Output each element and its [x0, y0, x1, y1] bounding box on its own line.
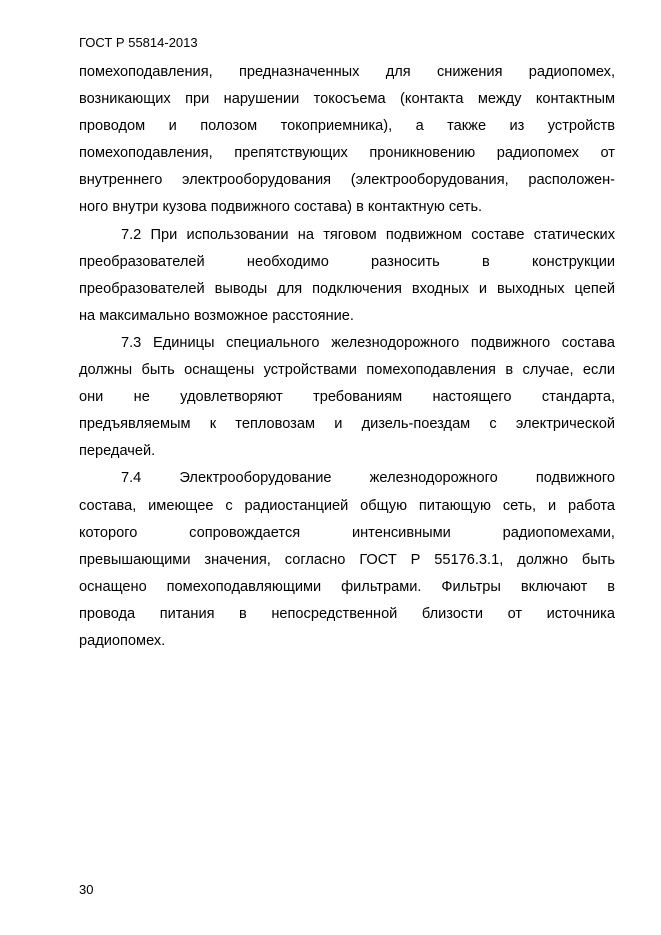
text-line: которого сопровождается интенсивными радиопомехами,: [79, 524, 615, 541]
page-number: 30: [79, 882, 94, 897]
text-line: помехоподавления, препятствующих проникновению радиопомех от: [79, 145, 615, 162]
paragraph-7-2-first-line: 7.2 При использовании на тяговом подвижном составе статических: [121, 226, 615, 243]
text-line: они не удовлетворяют требованиям настоящего стандарта,: [79, 389, 615, 406]
text-line: радиопомех.: [79, 632, 166, 649]
body-text: [79, 59, 615, 655]
text-line: превышающими значения, согласно ГОСТ Р 55176.3.1, должно быть: [79, 551, 615, 568]
text-line: проводом и полозом токоприемника), а также из устройств: [79, 118, 615, 135]
text-line: преобразователей необходимо разносить в конструкции: [79, 253, 615, 270]
text-line: состава, имеющее с радиостанцией общую питающую сеть, и работа: [79, 497, 615, 514]
text-line: внутреннего электрооборудования (электрооборудования, расположен-: [79, 172, 615, 189]
text-line: ного внутри кузова подвижного состава) в контактную сеть.: [79, 199, 483, 216]
text-line: передачей.: [79, 443, 156, 460]
paragraph-7-3-first-line: 7.3 Единицы специального железнодорожного подвижного состава: [121, 334, 615, 351]
text-line: возникающих при нарушении токосъема (контакта между контактным: [79, 91, 615, 108]
document-header: ГОСТ Р 55814-2013: [79, 35, 198, 50]
text-line: помехоподавления, предназначенных для снижения радиопомех,: [79, 64, 615, 80]
text-line: оснащено помехоподавляющими фильтрами. Фильтры включают в: [79, 578, 615, 595]
text-line: провода питания в непосредственной близости от источника: [79, 605, 615, 622]
text-line: предъявляемым к тепловозам и дизель-поездам с электрической: [79, 416, 615, 433]
text-line: преобразователей выводы для подключения входных и выходных цепей: [79, 280, 615, 297]
paragraph-7-4-first-line: 7.4 Электрооборудование железнодорожного подвижного: [121, 470, 615, 487]
text-line: на максимально возможное расстояние.: [79, 307, 354, 324]
text-line: должны быть оснащены устройствами помехоподавления в случае, если: [79, 362, 615, 379]
